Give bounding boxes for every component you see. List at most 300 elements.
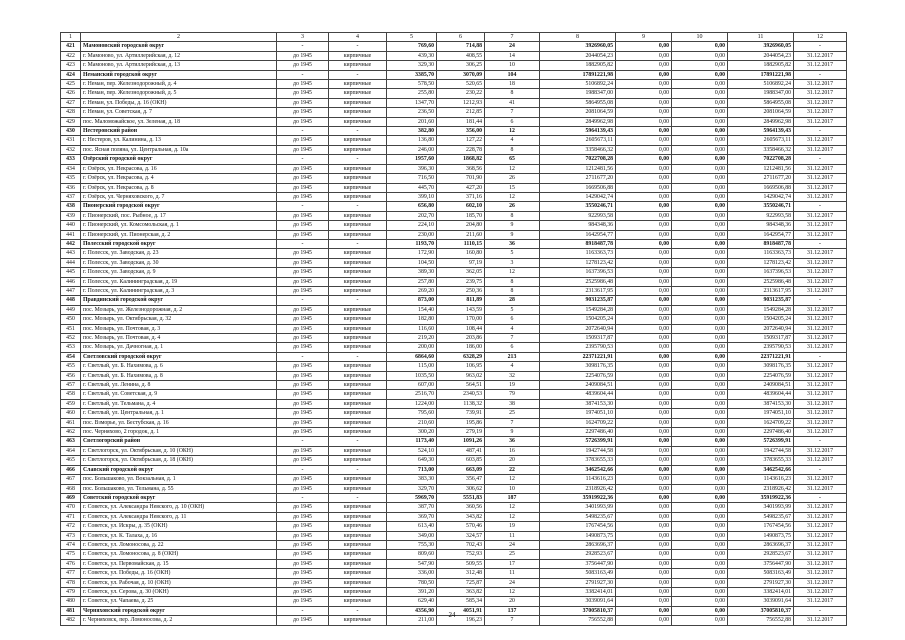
cell-col-cost-other: 0,00 xyxy=(672,98,728,107)
cell-col-deadline: 31.12.2017 xyxy=(794,334,847,343)
cell-col-cost-fund: 0,00 xyxy=(616,145,672,154)
cell-col-cost-other: 0,00 xyxy=(672,334,728,343)
cell-col-cost-total: 1163363,73 xyxy=(540,249,616,258)
cell-col-area-total: 369,70 xyxy=(387,512,437,521)
cell-col-cost-other: 0,00 xyxy=(672,230,728,239)
cell-col-area-living: 408,55 xyxy=(437,51,485,60)
cell-col-number: 456 xyxy=(61,371,81,380)
table-row xyxy=(61,211,847,220)
table-row xyxy=(61,192,847,201)
table-row xyxy=(61,484,847,493)
cell-col-cost-budget: 3039091,64 xyxy=(728,597,794,606)
cell-col-area-total: 269,20 xyxy=(387,286,437,295)
cell-col-year: до 1945 xyxy=(277,51,329,60)
cell-col-cost-fund: 0,00 xyxy=(616,183,672,192)
cell-col-year: до 1945 xyxy=(277,587,329,596)
header-cell-col-cost-budget: 11 xyxy=(728,33,794,42)
cell-col-cost-total: 3098176,35 xyxy=(540,362,616,371)
cell-col-deadline: - xyxy=(794,352,847,361)
cell-col-number: 465 xyxy=(61,456,81,465)
cell-col-deadline: 31.12.2017 xyxy=(794,399,847,408)
cell-col-year: до 1945 xyxy=(277,258,329,267)
cell-col-cost-total: 1642954,77 xyxy=(540,230,616,239)
cell-col-area-total: 182,80 xyxy=(387,315,437,324)
cell-col-cost-budget: 5083163,49 xyxy=(728,569,794,578)
cell-col-deadline: 31.12.2017 xyxy=(794,61,847,70)
cell-col-number: 421 xyxy=(61,42,81,51)
cell-col-wall-material: - xyxy=(329,155,387,164)
cell-col-cost-fund: 0,00 xyxy=(616,239,672,248)
cell-col-address: г. Полесск, ул. Заводская, д. 9 xyxy=(81,268,277,277)
cell-col-wall-material: кирпичные xyxy=(329,324,387,333)
cell-col-deadline: 31.12.2017 xyxy=(794,484,847,493)
cell-col-cost-total: 1212481,56 xyxy=(540,164,616,173)
cell-col-area-living: 362,05 xyxy=(437,268,485,277)
table-row xyxy=(61,324,847,333)
cell-col-cost-budget: 3401993,99 xyxy=(728,503,794,512)
cell-col-number: 454 xyxy=(61,352,81,361)
cell-col-wall-material: кирпичные xyxy=(329,559,387,568)
cell-col-address: г. Советск, ул. Победы, д. 16 (ОКН) xyxy=(81,569,277,578)
cell-col-area-living: 306,62 xyxy=(437,484,485,493)
cell-col-cost-other: 0,00 xyxy=(672,381,728,390)
cell-col-number: 422 xyxy=(61,51,81,60)
cell-col-address: г. Светлый, ул. Б. Нахимова, д. 8 xyxy=(81,371,277,380)
table-row xyxy=(61,183,847,192)
cell-col-year: - xyxy=(277,155,329,164)
cell-col-area-living: 312,48 xyxy=(437,569,485,578)
cell-col-cost-other: 0,00 xyxy=(672,371,728,380)
cell-col-address: г. Советск, ул. Искры, д. 35 (ОКН) xyxy=(81,522,277,531)
cell-col-wall-material: кирпичные xyxy=(329,531,387,540)
cell-col-number: 475 xyxy=(61,550,81,559)
cell-col-year: до 1945 xyxy=(277,334,329,343)
cell-col-cost-other: 0,00 xyxy=(672,42,728,51)
cell-col-number: 449 xyxy=(61,305,81,314)
cell-col-deadline: 31.12.2017 xyxy=(794,343,847,352)
cell-col-wall-material: кирпичные xyxy=(329,230,387,239)
cell-col-year: до 1945 xyxy=(277,531,329,540)
cell-col-cost-other: 0,00 xyxy=(672,540,728,549)
cell-col-year: - xyxy=(277,437,329,446)
cell-col-cost-other: 0,00 xyxy=(672,418,728,427)
cell-col-address: пос. Мозырь, ул. Железнодорожная, д. 2 xyxy=(81,305,277,314)
cell-col-number: 447 xyxy=(61,286,81,295)
cell-col-number: 470 xyxy=(61,503,81,512)
cell-col-residents: 104 xyxy=(485,70,540,79)
cell-col-address: г. Озёрск, ул. Черняховского, д. 7 xyxy=(81,192,277,201)
cell-col-cost-total: 1767454,56 xyxy=(540,522,616,531)
cell-col-cost-other: 0,00 xyxy=(672,465,728,474)
cell-col-cost-other: 0,00 xyxy=(672,559,728,568)
cell-col-wall-material: кирпичные xyxy=(329,390,387,399)
cell-col-wall-material: кирпичные xyxy=(329,183,387,192)
cell-col-cost-fund: 0,00 xyxy=(616,409,672,418)
cell-col-area-total: 607,00 xyxy=(387,381,437,390)
cell-col-deadline: - xyxy=(794,42,847,51)
cell-col-number: 434 xyxy=(61,164,81,173)
cell-col-cost-other: 0,00 xyxy=(672,136,728,145)
cell-col-area-total: 873,00 xyxy=(387,296,437,305)
cell-col-address: Славский городской округ xyxy=(81,465,277,474)
cell-col-residents: 15 xyxy=(485,183,540,192)
cell-col-area-total: 809,60 xyxy=(387,550,437,559)
cell-col-residents: 12 xyxy=(485,587,540,596)
cell-col-cost-budget: 2711677,20 xyxy=(728,174,794,183)
cell-col-area-living: 239,75 xyxy=(437,277,485,286)
cell-col-address: г. Озёрск, ул. Некрасова, д. 8 xyxy=(81,183,277,192)
cell-col-cost-total: 1490873,75 xyxy=(540,531,616,540)
cell-col-address: г. Советск, ул. Серова, д. 30 (ОКН) xyxy=(81,587,277,596)
cell-col-residents: 8 xyxy=(485,211,540,220)
cell-col-area-total: 201,60 xyxy=(387,117,437,126)
cell-col-wall-material: - xyxy=(329,70,387,79)
cell-col-year: до 1945 xyxy=(277,446,329,455)
cell-col-year: до 1945 xyxy=(277,569,329,578)
cell-col-cost-total: 3462542,66 xyxy=(540,465,616,474)
cell-col-year: до 1945 xyxy=(277,399,329,408)
cell-col-number: 461 xyxy=(61,418,81,427)
cell-col-area-total: 349,00 xyxy=(387,531,437,540)
cell-col-area-living: 324,57 xyxy=(437,531,485,540)
cell-col-cost-total: 4839604,44 xyxy=(540,390,616,399)
cell-col-residents: 6 xyxy=(485,343,540,352)
cell-col-year: до 1945 xyxy=(277,315,329,324)
cell-col-address: Нестеровский район xyxy=(81,127,277,136)
cell-col-area-living: 714,88 xyxy=(437,42,485,51)
cell-col-cost-fund: 0,00 xyxy=(616,569,672,578)
cell-col-cost-budget: 922993,58 xyxy=(728,211,794,220)
cell-col-residents: 14 xyxy=(485,51,540,60)
cell-col-area-total: 5969,70 xyxy=(387,493,437,502)
cell-col-cost-total: 37005810,37 xyxy=(540,606,616,615)
cell-col-area-living: 1138,32 xyxy=(437,399,485,408)
cell-col-cost-total: 3874153,30 xyxy=(540,399,616,408)
cell-col-cost-total: 1504205,24 xyxy=(540,315,616,324)
cell-col-wall-material: кирпичные xyxy=(329,484,387,493)
cell-col-number: 473 xyxy=(61,531,81,540)
cell-col-area-living: 5551,83 xyxy=(437,493,485,502)
cell-col-deadline: - xyxy=(794,296,847,305)
cell-col-cost-fund: 0,00 xyxy=(616,305,672,314)
cell-col-residents: 28 xyxy=(485,296,540,305)
cell-col-cost-other: 0,00 xyxy=(672,221,728,230)
cell-col-address: г. Черняховск, пер. Ломоносова, д. 2 xyxy=(81,616,277,625)
cell-col-cost-fund: 0,00 xyxy=(616,89,672,98)
cell-col-area-living: 356,47 xyxy=(437,475,485,484)
cell-col-year: до 1945 xyxy=(277,80,329,89)
cell-col-address: г. Полесск, ул. Заводская, д. 23 xyxy=(81,249,277,258)
cell-col-area-total: 713,00 xyxy=(387,465,437,474)
cell-col-cost-other: 0,00 xyxy=(672,117,728,126)
cell-col-address: пос. Ясная поляна, ул. Центральная, д. 10а xyxy=(81,145,277,154)
cell-col-number: 480 xyxy=(61,597,81,606)
header-cell-col-area-total: 5 xyxy=(387,33,437,42)
cell-col-cost-fund: 0,00 xyxy=(616,475,672,484)
group-total-row xyxy=(61,352,847,361)
cell-col-address: Озёрский городской округ xyxy=(81,155,277,164)
cell-col-cost-total: 3783655,33 xyxy=(540,456,616,465)
cell-col-area-living: 97,19 xyxy=(437,258,485,267)
table-row xyxy=(61,362,847,371)
cell-col-year: - xyxy=(277,127,329,136)
cell-col-cost-other: 0,00 xyxy=(672,211,728,220)
cell-col-number: 435 xyxy=(61,174,81,183)
cell-col-number: 437 xyxy=(61,192,81,201)
table-row xyxy=(61,145,847,154)
cell-col-cost-fund: 0,00 xyxy=(616,512,672,521)
cell-col-residents: 18 xyxy=(485,80,540,89)
cell-col-deadline: 31.12.2017 xyxy=(794,249,847,258)
cell-col-residents: 32 xyxy=(485,371,540,380)
cell-col-deadline: 31.12.2017 xyxy=(794,89,847,98)
cell-col-cost-budget: 2297486,40 xyxy=(728,428,794,437)
cell-col-wall-material: кирпичные xyxy=(329,409,387,418)
cell-col-wall-material: - xyxy=(329,352,387,361)
cell-col-area-total: 116,60 xyxy=(387,324,437,333)
cell-col-area-living: 752,93 xyxy=(437,550,485,559)
cell-col-cost-fund: 0,00 xyxy=(616,597,672,606)
cell-col-address: г. Полесск, ул. Заводская, д. 30 xyxy=(81,258,277,267)
cell-col-cost-budget: 1942744,58 xyxy=(728,446,794,455)
cell-col-area-living: 185,70 xyxy=(437,211,485,220)
cell-col-wall-material: кирпичные xyxy=(329,98,387,107)
cell-col-year: до 1945 xyxy=(277,418,329,427)
cell-col-wall-material: кирпичные xyxy=(329,428,387,437)
cell-col-cost-other: 0,00 xyxy=(672,249,728,258)
cell-col-cost-fund: 0,00 xyxy=(616,296,672,305)
cell-col-deadline: 31.12.2017 xyxy=(794,550,847,559)
cell-col-area-total: 200,00 xyxy=(387,343,437,352)
cell-col-area-total: 649,30 xyxy=(387,456,437,465)
cell-col-area-living: 725,87 xyxy=(437,578,485,587)
cell-col-number: 466 xyxy=(61,465,81,474)
cell-col-cost-other: 0,00 xyxy=(672,428,728,437)
cell-col-area-total: 629,40 xyxy=(387,597,437,606)
cell-col-year: до 1945 xyxy=(277,221,329,230)
cell-col-address: г. Советск, ул. Александра Невского, д. 10 (ОКН) xyxy=(81,503,277,512)
table-row xyxy=(61,371,847,380)
cell-col-area-living: 520,65 xyxy=(437,80,485,89)
cell-col-number: 429 xyxy=(61,117,81,126)
cell-col-cost-total: 5864955,08 xyxy=(540,98,616,107)
cell-col-residents: 11 xyxy=(485,569,540,578)
cell-col-cost-other: 0,00 xyxy=(672,578,728,587)
cell-col-number: 468 xyxy=(61,484,81,493)
cell-col-address: г. Советск, ул. Первомайская, д. 15 xyxy=(81,559,277,568)
cell-col-cost-fund: 0,00 xyxy=(616,249,672,258)
cell-col-area-total: 136,80 xyxy=(387,136,437,145)
cell-col-area-living: 195,86 xyxy=(437,418,485,427)
cell-col-cost-budget: 22371221,91 xyxy=(728,352,794,361)
table-row xyxy=(61,221,847,230)
cell-col-area-living: 160,80 xyxy=(437,249,485,258)
cell-col-deadline: - xyxy=(794,437,847,446)
cell-col-number: 439 xyxy=(61,211,81,220)
cell-col-area-total: 547,90 xyxy=(387,559,437,568)
cell-col-deadline: 31.12.2017 xyxy=(794,569,847,578)
table-row xyxy=(61,174,847,183)
cell-col-cost-fund: 0,00 xyxy=(616,343,672,352)
cell-col-year: до 1945 xyxy=(277,108,329,117)
cell-col-number: 450 xyxy=(61,315,81,324)
table-row xyxy=(61,315,847,324)
cell-col-cost-other: 0,00 xyxy=(672,597,728,606)
cell-col-deadline: 31.12.2017 xyxy=(794,80,847,89)
cell-col-number: 423 xyxy=(61,61,81,70)
cell-col-cost-other: 0,00 xyxy=(672,277,728,286)
cell-col-area-total: 219,20 xyxy=(387,334,437,343)
cell-col-cost-total: 3382414,01 xyxy=(540,587,616,596)
cell-col-deadline: 31.12.2017 xyxy=(794,164,847,173)
cell-col-cost-total: 3401993,99 xyxy=(540,503,616,512)
cell-col-wall-material: кирпичные xyxy=(329,371,387,380)
cell-col-deadline: 31.12.2017 xyxy=(794,98,847,107)
group-total-row xyxy=(61,239,847,248)
cell-col-residents: 213 xyxy=(485,352,540,361)
table-row xyxy=(61,399,847,408)
cell-col-cost-total: 1669506,88 xyxy=(540,183,616,192)
cell-col-year: до 1945 xyxy=(277,616,329,625)
cell-col-address: г. Полесск, ул. Калининградская, д. 19 xyxy=(81,277,277,286)
cell-col-deadline: 31.12.2017 xyxy=(794,475,847,484)
cell-col-residents: 36 xyxy=(485,437,540,446)
table-row xyxy=(61,136,847,145)
cell-col-residents: 11 xyxy=(485,531,540,540)
cell-col-deadline: 31.12.2017 xyxy=(794,597,847,606)
cell-col-address: г. Мамоново, ул. Артиллерийская, д. 13 xyxy=(81,61,277,70)
cell-col-residents: 25 xyxy=(485,550,540,559)
cell-col-area-living: 487,41 xyxy=(437,446,485,455)
cell-col-year: до 1945 xyxy=(277,503,329,512)
cell-col-area-total: 154,40 xyxy=(387,305,437,314)
cell-col-cost-budget: 2849962,98 xyxy=(728,117,794,126)
cell-col-cost-budget: 5726399,91 xyxy=(728,437,794,446)
cell-col-deadline: - xyxy=(794,127,847,136)
cell-col-residents: 4 xyxy=(485,136,540,145)
cell-col-wall-material: кирпичные xyxy=(329,221,387,230)
group-total-row xyxy=(61,465,847,474)
cell-col-cost-fund: 0,00 xyxy=(616,42,672,51)
cell-col-address: г. Светлый, ул. Советская, д. 9 xyxy=(81,390,277,399)
cell-col-cost-other: 0,00 xyxy=(672,127,728,136)
cell-col-residents: 16 xyxy=(485,446,540,455)
cell-col-deadline: 31.12.2017 xyxy=(794,418,847,427)
cell-col-area-living: 356,00 xyxy=(437,127,485,136)
cell-col-wall-material: кирпичные xyxy=(329,362,387,371)
cell-col-cost-other: 0,00 xyxy=(672,315,728,324)
cell-col-wall-material: кирпичные xyxy=(329,192,387,201)
cell-col-cost-budget: 3358466,32 xyxy=(728,145,794,154)
cell-col-cost-fund: 0,00 xyxy=(616,606,672,615)
cell-col-year: до 1945 xyxy=(277,578,329,587)
table-row xyxy=(61,512,847,521)
cell-col-residents: 10 xyxy=(485,484,540,493)
cell-col-cost-budget: 3783655,33 xyxy=(728,456,794,465)
cell-col-area-total: 104,50 xyxy=(387,258,437,267)
cell-col-number: 428 xyxy=(61,108,81,117)
table-row xyxy=(61,343,847,352)
cell-col-number: 433 xyxy=(61,155,81,164)
cell-col-cost-total: 7022708,28 xyxy=(540,155,616,164)
table-row xyxy=(61,597,847,606)
table-row xyxy=(61,587,847,596)
cell-col-cost-total: 5726399,91 xyxy=(540,437,616,446)
cell-col-year: до 1945 xyxy=(277,512,329,521)
group-total-row xyxy=(61,296,847,305)
cell-col-wall-material: кирпичные xyxy=(329,80,387,89)
cell-col-area-total: 6864,60 xyxy=(387,352,437,361)
cell-col-cost-other: 0,00 xyxy=(672,70,728,79)
cell-col-cost-budget: 1642954,77 xyxy=(728,230,794,239)
cell-col-cost-other: 0,00 xyxy=(672,183,728,192)
cell-col-wall-material: кирпичные xyxy=(329,258,387,267)
cell-col-number: 432 xyxy=(61,145,81,154)
cell-col-cost-fund: 0,00 xyxy=(616,98,672,107)
cell-col-wall-material: кирпичные xyxy=(329,136,387,145)
cell-col-cost-fund: 0,00 xyxy=(616,202,672,211)
cell-col-wall-material: кирпичные xyxy=(329,475,387,484)
cell-col-residents: 7 xyxy=(485,418,540,427)
cell-col-cost-other: 0,00 xyxy=(672,164,728,173)
cell-col-number: 458 xyxy=(61,390,81,399)
cell-col-wall-material: кирпичные xyxy=(329,569,387,578)
cell-col-deadline: 31.12.2017 xyxy=(794,559,847,568)
cell-col-year: до 1945 xyxy=(277,381,329,390)
cell-col-area-living: 509,55 xyxy=(437,559,485,568)
cell-col-cost-total: 2297486,40 xyxy=(540,428,616,437)
cell-col-deadline: - xyxy=(794,239,847,248)
cell-col-year: до 1945 xyxy=(277,117,329,126)
cell-col-cost-budget: 2395790,53 xyxy=(728,343,794,352)
group-total-row xyxy=(61,155,847,164)
header-cell-col-residents: 7 xyxy=(485,33,540,42)
cell-col-residents: 137 xyxy=(485,606,540,615)
cell-col-wall-material: - xyxy=(329,296,387,305)
cell-col-area-living: 186,00 xyxy=(437,343,485,352)
table-row xyxy=(61,531,847,540)
cell-col-wall-material: кирпичные xyxy=(329,61,387,70)
cell-col-cost-total: 2318926,42 xyxy=(540,484,616,493)
cell-col-deadline: 31.12.2017 xyxy=(794,183,847,192)
cell-col-cost-fund: 0,00 xyxy=(616,484,672,493)
cell-col-cost-budget: 756552,88 xyxy=(728,616,794,625)
cell-col-residents: 7 xyxy=(485,334,540,343)
table-row xyxy=(61,456,847,465)
cell-col-cost-budget: 2863696,37 xyxy=(728,540,794,549)
cell-col-cost-total: 1637396,53 xyxy=(540,268,616,277)
cell-col-area-living: 106,95 xyxy=(437,362,485,371)
cell-col-wall-material: кирпичные xyxy=(329,446,387,455)
cell-col-year: до 1945 xyxy=(277,89,329,98)
cell-col-year: до 1945 xyxy=(277,183,329,192)
cell-col-cost-total: 2313617,95 xyxy=(540,286,616,295)
cell-col-wall-material: кирпичные xyxy=(329,51,387,60)
cell-col-area-total: 769,60 xyxy=(387,42,437,51)
cell-col-address: г. Светлогорск, ул. Октябрьская, д. 18 (ОКН) xyxy=(81,456,277,465)
cell-col-wall-material: кирпичные xyxy=(329,512,387,521)
cell-col-cost-total: 2395790,53 xyxy=(540,343,616,352)
cell-col-year: до 1945 xyxy=(277,371,329,380)
cell-col-wall-material: кирпичные xyxy=(329,587,387,596)
cell-col-cost-total: 2849962,98 xyxy=(540,117,616,126)
cell-col-area-living: 181,44 xyxy=(437,117,485,126)
cell-col-residents: 12 xyxy=(485,268,540,277)
cell-col-cost-budget: 1509317,87 xyxy=(728,334,794,343)
cell-col-wall-material: кирпичные xyxy=(329,249,387,258)
cell-col-cost-budget: 1974051,10 xyxy=(728,409,794,418)
cell-col-area-total: 210,60 xyxy=(387,418,437,427)
